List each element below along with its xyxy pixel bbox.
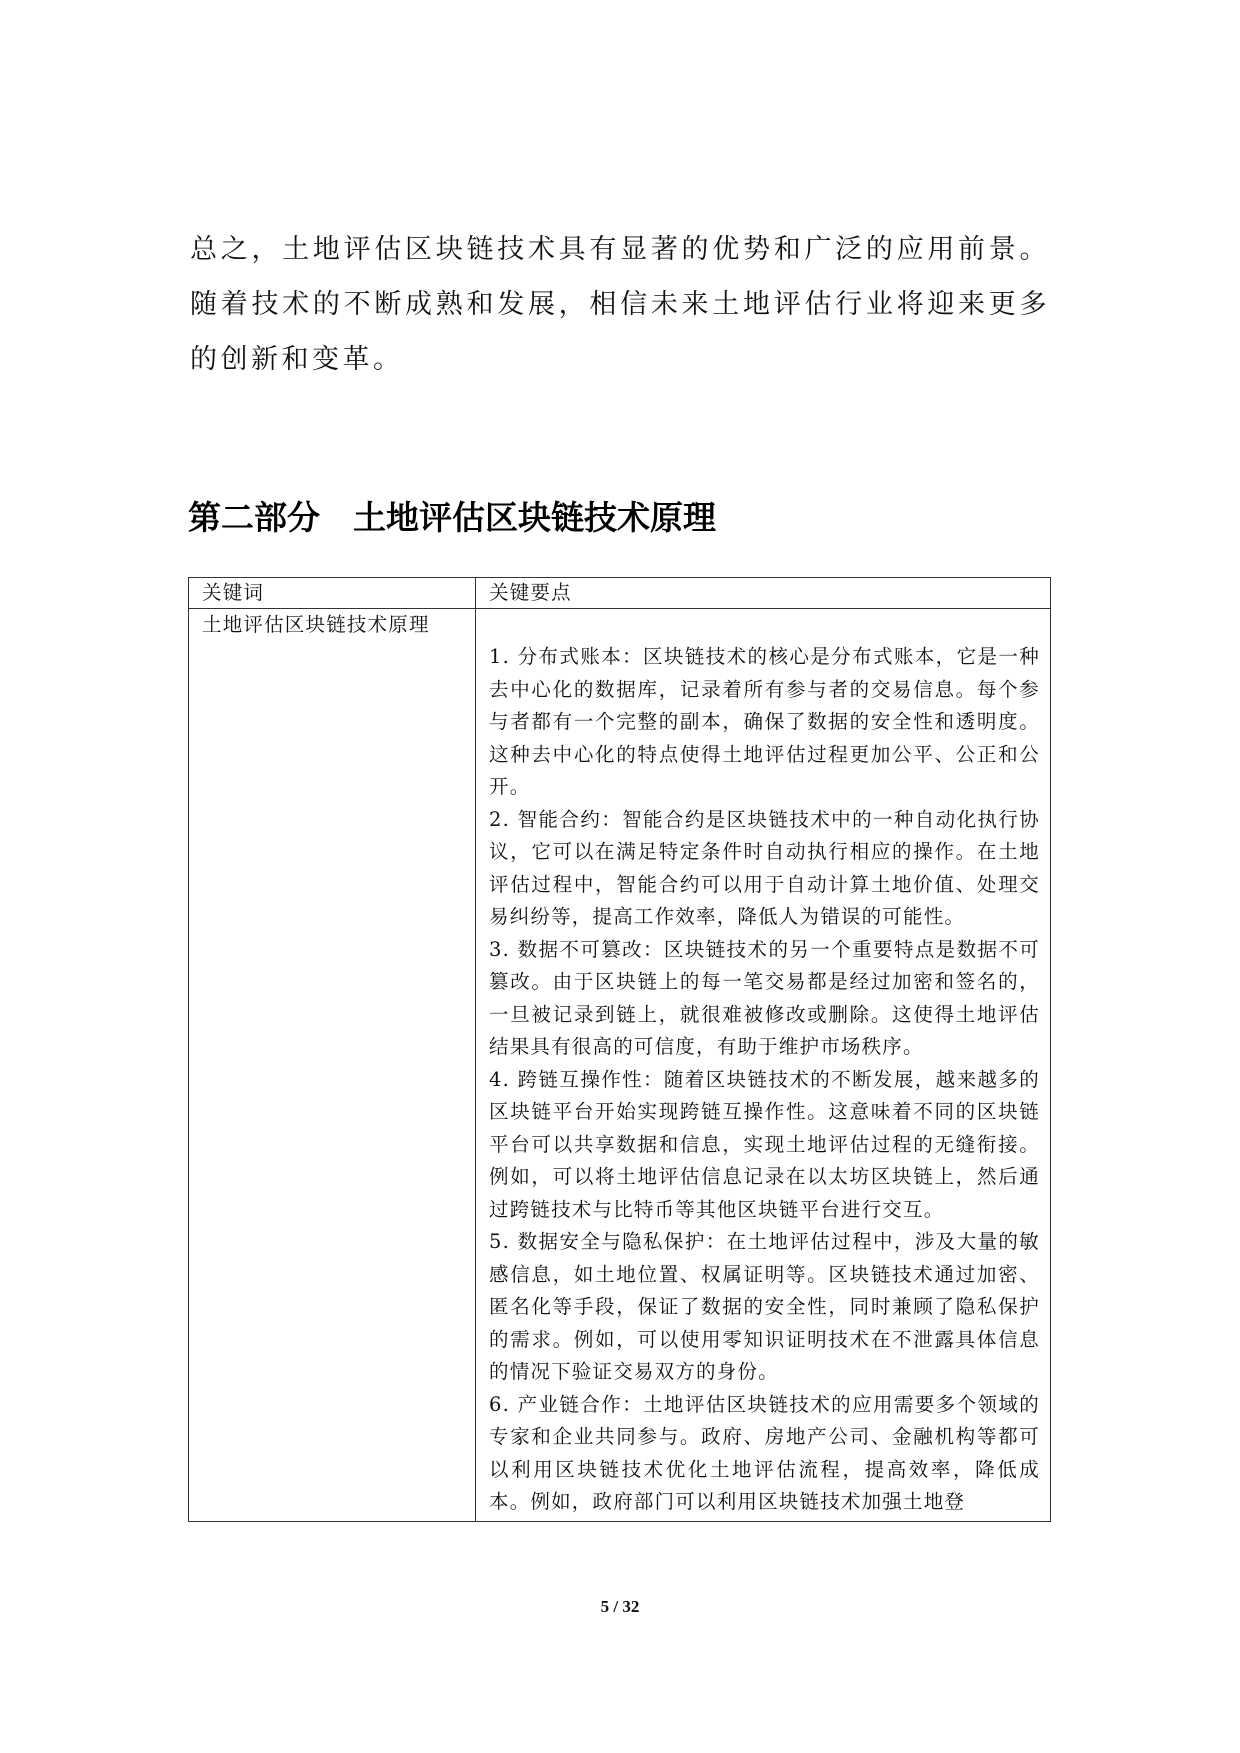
intro-paragraph: 总之，土地评估区块链技术具有显著的优势和广泛的应用前景。随着技术的不断成熟和发展，相信未来土地评估行业将迎来更多的创新和变革。 [190, 234, 1050, 375]
table-row [189, 609, 1051, 1522]
key-point-4: 4. 跨链互操作性：随着区块链技术的不断发展，越来越多的区块链平台开始实现跨链互操作性。这意味着不同的区块链平台可以共享数据和信息，实现土地评估过程的无缝衔接。例如，可以将土地评估信息记录在以太坊区块链上，然后通过跨链技术与比特币等其他区块链平台进行交互。 [489, 1067, 1040, 1221]
key-point-5: 5. 数据安全与隐私保护：在土地评估过程中，涉及大量的敏感信息，如土地位置、权属证明等。区块链技术通过加密、匿名化等手段，保证了数据的安全性，同时兼顾了隐私保护的需求。例如，可以使用零知识证明技术在不泄露具体信息的情况下验证交易双方的身份。 [489, 1230, 1040, 1383]
header-keyword: 关键词 [189, 578, 476, 609]
page-number: 5 / 32 [600, 1597, 640, 1616]
key-point-6: 6. 产业链合作：土地评估区块链技术的应用需要多个领域的专家和企业共同参与。政府、房地产公司、金融机构等都可以利用区块链技术优化土地评估流程，提高效率，降低成本。例如，政府部门可以利用区块链技术加强土地登 [489, 1392, 1040, 1513]
table-header-row [189, 578, 1051, 609]
header-key-points: 关键要点 [476, 578, 1051, 609]
row-key-points [476, 609, 1051, 1522]
key-point-3: 3. 数据不可篡改：区块链技术的另一个重要特点是数据不可篡改。由于区块链上的每一笔交易都是经过加密和签名的，一旦被记录到链上，就很难被修改或删除。这使得土地评估结果具有很高的可信度，有助于维护市场秩序。 [489, 937, 1040, 1058]
row-keyword: 土地评估区块链技术原理 [189, 609, 476, 1522]
key-points-table [188, 577, 1051, 1522]
key-point-2: 2. 智能合约：智能合约是区块链技术中的一种自动化执行协议，它可以在满足特定条件时自动执行相应的操作。在土地评估过程中，智能合约可以用于自动计算土地价值、处理交易纠纷等，提高工作效率，降低人为错误的可能性。 [489, 807, 1040, 928]
section-title: 第二部分 土地评估区块链技术原理 [188, 498, 716, 537]
key-point-1: 1. 分布式账本：区块链技术的核心是分布式账本，它是一种去中心化的数据库，记录着所有参与者的交易信息。每个参与者都有一个完整的副本，确保了数据的安全性和透明度。这种去中心化的特点使得土地评估过程更加公平、公正和公开。 [489, 645, 1040, 798]
